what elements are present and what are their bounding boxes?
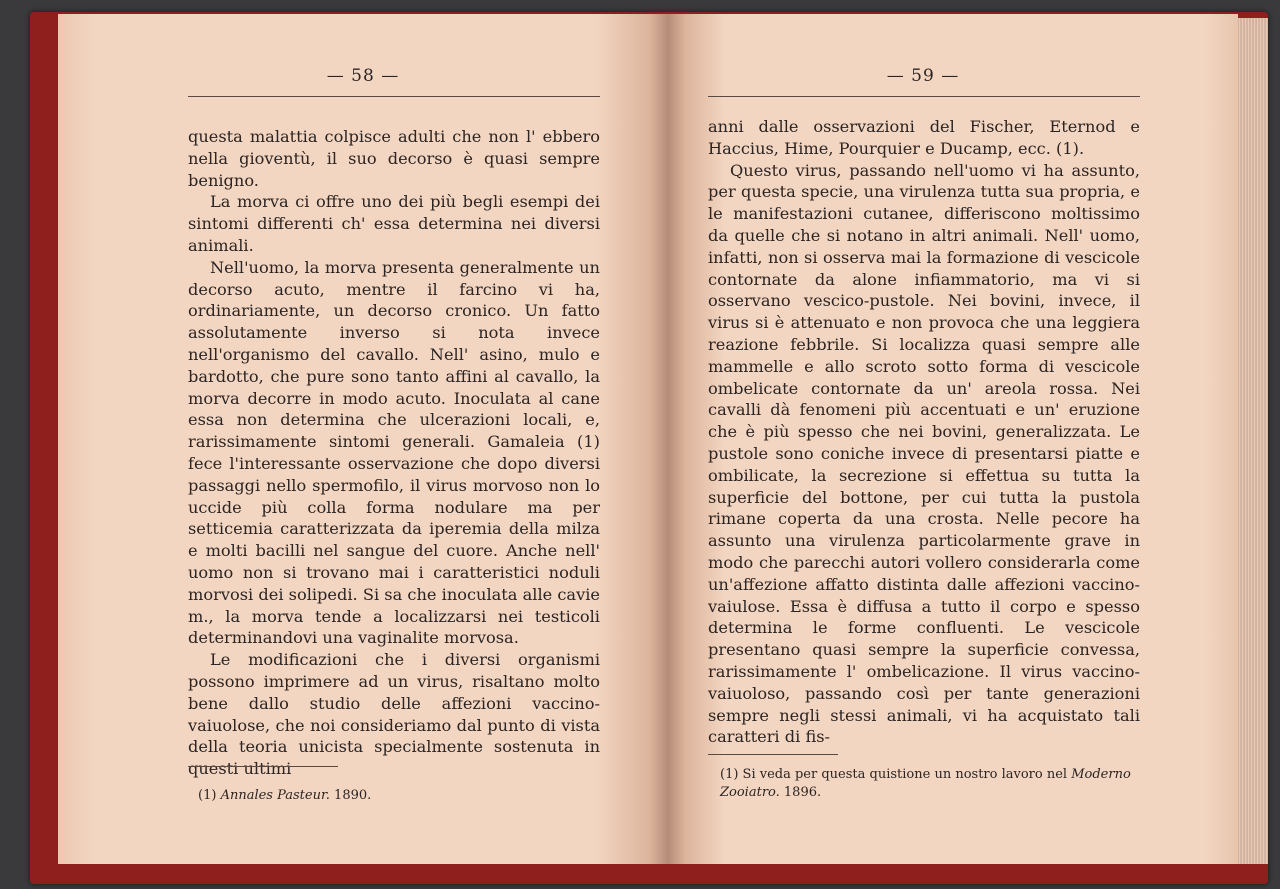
paragraph: anni dalle osservazioni del Fischer, Eternod e Haccius, Hime, Pourquier e Ducamp, ecc. (1). xyxy=(708,117,1140,158)
footnote-marker: (1) xyxy=(198,788,217,803)
footnote-journal: Moderno Zooiatro. xyxy=(720,767,1131,800)
page-number-59: — 59 — xyxy=(886,66,960,86)
paragraph: La morva ci offre uno dei più begli esempi dei sintomi differenti ch' essa determina nei diversi animali. xyxy=(188,192,600,255)
footnote-rule xyxy=(708,754,838,755)
left-page xyxy=(58,14,668,864)
header-rule xyxy=(708,96,1140,97)
page-number-58: — 58 — xyxy=(326,66,400,86)
paragraph: Questo virus, passando nell'uomo vi ha assunto, per questa specie, una virulenza tutta sua propria, e le manifestazioni cutanee, differiscono moltissimo da quelle che si notano in altri animali. Nell' uomo, infatti, non si osserva mai la formazione di vescicole contornate da alone infiammatorio, ma vi si osservano vescico-pustole. Nei bovini, invece, il virus si è attenuato e non provoca che una leggiera reazione febbrile. Si localizza quasi sempre alle mammelle e allo scroto sotto forma di vescicole ombelicate contornate da un' areola rossa. Nei cavalli dà fenomeni più accentuati e un' eruzione che è più spesso che nei bovini, generalizzata. Le pustole sono coniche invece di presentarsi piatte e ombilicate, la secrezione si effettua su tutta la superficie del bottone, per cui tutta la pustola rimane coperta da una crosta. Nelle pecore ha assunto una virulenza particolarmente grave in modo che parecchi autori vollero considerarla come un'affezione affatto distinta dalle affezioni vaccino-vaiulose. Essa è diffusa a tutto il corpo e spesso determina le forme confluenti. Le vescicole presentano quasi sempre la superficie convessa, rarissimamente l' ombelicazione. Il virus vaccino-vaiuoloso, passando così per tante generazioni sempre negli stessi animali, vi ha acquistato tali caratteri di fis- xyxy=(708,160,1140,747)
right-page xyxy=(668,14,1238,864)
paragraph: questa malattia colpisce adulti che non l' ebbero nella gioventù, il suo decorso è quasi sempre benigno. xyxy=(188,127,600,190)
paragraph: Nell'uomo, la morva presenta generalmente un decorso acuto, mentre il farcino vi ha, ordinariamente, un decorso cronico. Un fatto assolutamente inverso si nota invece nell'organismo del cavallo. Nell' asino, mulo e bardotto, che pure sono tanto affini al cavallo, la morva decorre in modo acuto. Inoculata al cane essa non determina che ulcerazioni locali, e, rarissimamente sintomi generali. Gamaleia (1) fece l'interessante osservazione che dopo diversi passaggi nello spermofilo, il virus morvoso non lo uccide più colla forma nodulare ma per setticemia caratterizzata da iperemia della milza e molti bacilli nel sangue del cuore. Anche nell' uomo non si trovano mai i caratteristici noduli morvosi dei solipedi. Si sa che inoculata alle cavie m., la morva tende a localizzarsi nei testicoli determinandovi una vaginalite morvosa. xyxy=(188,257,600,648)
footnote xyxy=(198,787,371,805)
footnote-year: 1896. xyxy=(783,785,822,800)
footnote xyxy=(720,766,1140,802)
footnote-text: (1) Si veda per questa quistione un nostro lavoro nel xyxy=(720,767,1068,782)
footnote-title: Annales Pasteur. xyxy=(220,788,330,803)
right-body-text xyxy=(708,116,1140,748)
page-edges xyxy=(1238,18,1268,864)
paragraph: Le modificazioni che i diversi organismi possono imprimere ad un virus, risaltano molto bene dallo studio delle affezioni vaccino-vaiuolose, che noi consideriamo dal punto di vista della teoria unicista specialmente sostenuta in questi ultimi xyxy=(188,650,600,779)
left-body-text xyxy=(188,126,600,780)
footnote-rule xyxy=(188,766,338,767)
footnote-year: 1890. xyxy=(334,788,372,803)
header-rule xyxy=(188,96,600,97)
